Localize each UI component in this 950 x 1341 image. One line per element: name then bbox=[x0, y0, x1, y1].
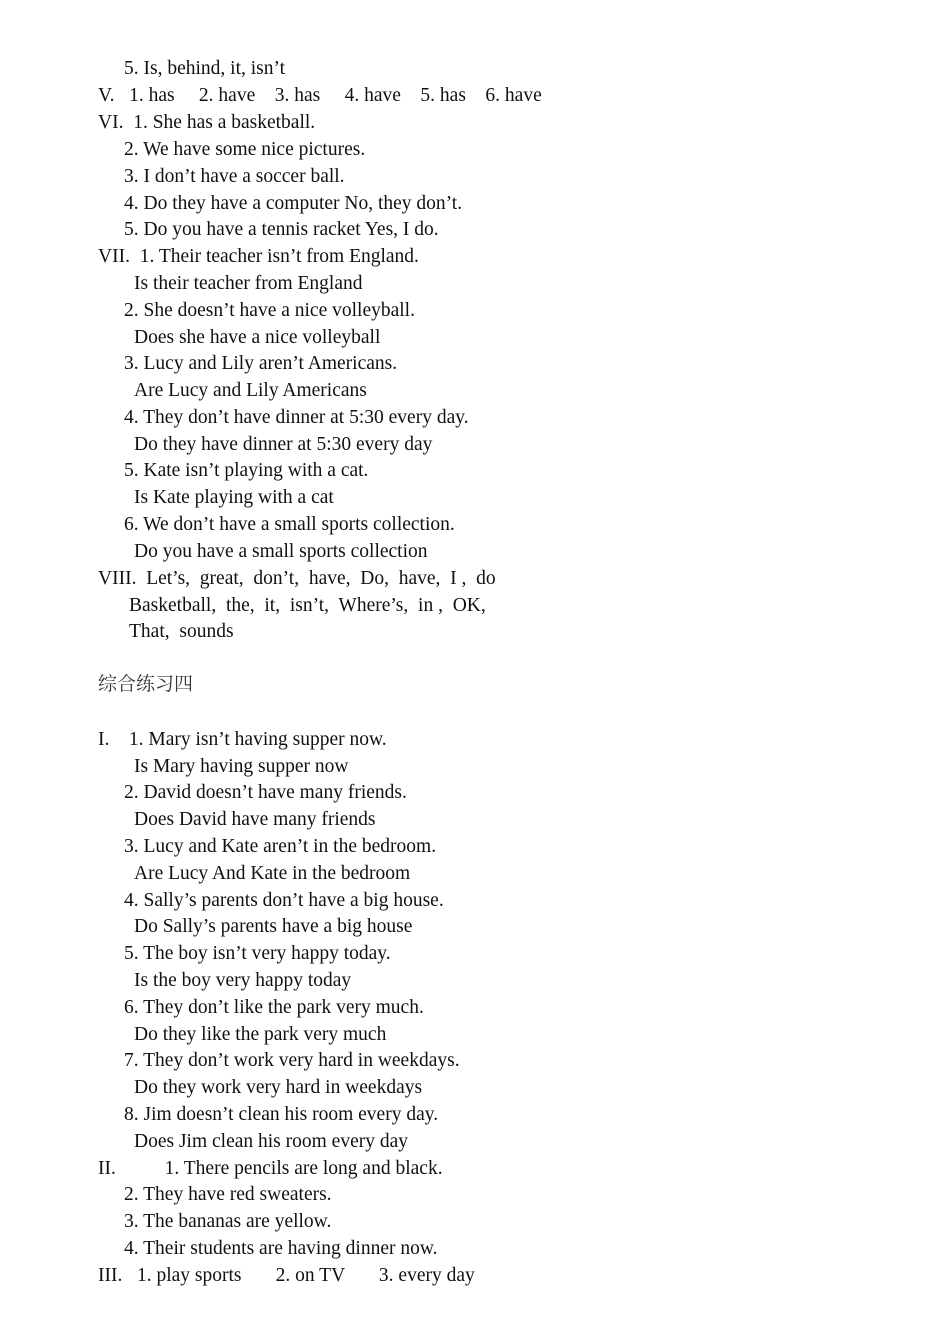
section-heading: 综合练习四 bbox=[98, 673, 194, 695]
answer-line: 8. Jim doesn’t clean his room every day. bbox=[124, 1104, 439, 1125]
answer-line: 5. Is, behind, it, isn’t bbox=[124, 58, 286, 79]
answer-line: V. 1. has 2. have 3. has 4. have 5. has 6. have bbox=[98, 85, 542, 106]
answer-line: 3. Lucy and Kate aren’t in the bedroom. bbox=[124, 836, 437, 857]
answer-line: 6. They don’t like the park very much. bbox=[124, 997, 424, 1018]
answer-line: 4. Do they have a computer No, they don’t. bbox=[124, 193, 463, 214]
answer-line: 4. They don’t have dinner at 5:30 every day. bbox=[124, 407, 469, 428]
answer-line: Does David have many friends bbox=[134, 809, 376, 830]
answer-line: 2. She doesn’t have a nice volleyball. bbox=[124, 300, 415, 321]
answer-line: 2. They have red sweaters. bbox=[124, 1184, 332, 1205]
answer-line: Is the boy very happy today bbox=[134, 970, 352, 991]
answer-line: III. 1. play sports 2. on TV 3. every day bbox=[98, 1265, 475, 1286]
answer-line: 5. Do you have a tennis racket Yes, I do. bbox=[124, 219, 439, 240]
answer-line: 3. Lucy and Lily aren’t Americans. bbox=[124, 353, 398, 374]
answer-line: Do they like the park very much bbox=[134, 1024, 387, 1045]
answer-line: That, sounds bbox=[129, 621, 234, 642]
answer-line: Are Lucy And Kate in the bedroom bbox=[134, 863, 411, 884]
answer-line: Does she have a nice volleyball bbox=[134, 327, 381, 348]
answer-line: 3. The bananas are yellow. bbox=[124, 1211, 332, 1232]
answer-line: Do Sally’s parents have a big house bbox=[134, 916, 413, 937]
answer-line: Are Lucy and Lily Americans bbox=[134, 380, 367, 401]
answer-line: Do you have a small sports collection bbox=[134, 541, 428, 562]
answer-line: 5. The boy isn’t very happy today. bbox=[124, 943, 391, 964]
answer-line: Is Kate playing with a cat bbox=[134, 487, 334, 508]
answer-line: 6. We don’t have a small sports collection. bbox=[124, 514, 455, 535]
answer-line: II. 1. There pencils are long and black. bbox=[98, 1158, 443, 1179]
answer-line: 5. Kate isn’t playing with a cat. bbox=[124, 460, 369, 481]
answer-line: 2. We have some nice pictures. bbox=[124, 139, 366, 160]
answer-line: 4. Sally’s parents don’t have a big house. bbox=[124, 890, 444, 911]
answer-line: VII. 1. Their teacher isn’t from England. bbox=[98, 246, 419, 267]
answer-line: I. 1. Mary isn’t having supper now. bbox=[98, 729, 387, 750]
answer-line: 7. They don’t work very hard in weekdays. bbox=[124, 1050, 460, 1071]
answer-line: Do they have dinner at 5:30 every day bbox=[134, 434, 433, 455]
answer-line: Do they work very hard in weekdays bbox=[134, 1077, 423, 1098]
answer-line: 2. David doesn’t have many friends. bbox=[124, 782, 407, 803]
answer-line: VI. 1. She has a basketball. bbox=[98, 112, 316, 133]
answer-line: Does Jim clean his room every day bbox=[134, 1131, 409, 1152]
answer-line: Is their teacher from England bbox=[134, 273, 363, 294]
answer-line: VIII. Let’s, great, don’t, have, Do, have, I , do bbox=[98, 568, 496, 589]
answer-line: 4. Their students are having dinner now. bbox=[124, 1238, 438, 1259]
answer-line: Is Mary having supper now bbox=[134, 756, 349, 777]
answer-line: Basketball, the, it, isn’t, Where’s, in , OK, bbox=[129, 595, 486, 616]
answer-line: 3. I don’t have a soccer ball. bbox=[124, 166, 345, 187]
